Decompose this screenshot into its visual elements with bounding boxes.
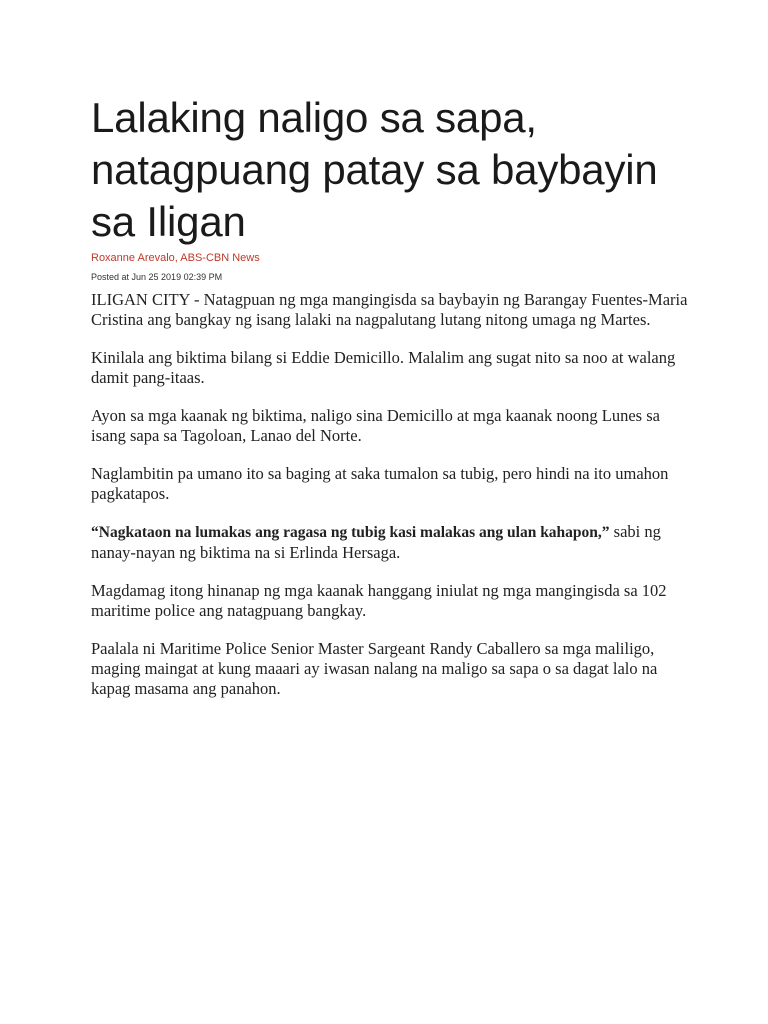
article-paragraph: Naglambitin pa umano ito sa baging at saka tumalon sa tubig, pero hindi na ito umahon pagkatapos. bbox=[91, 464, 669, 503]
article-body bbox=[91, 290, 691, 699]
article-paragraph: ILIGAN CITY - Natagpuan ng mga mangingisda sa baybayin ng Barangay Fuentes-Maria Cristina ang bangkay ng isang lalaki na nagpalutang lutang nitong umaga ng Martes. bbox=[91, 290, 688, 329]
article-quote-paragraph bbox=[91, 522, 691, 563]
article-paragraph: Ayon sa mga kaanak ng biktima, naligo sina Demicillo at mga kaanak noong Lunes sa isang sapa sa Tagoloan, Lanao del Norte. bbox=[91, 406, 660, 445]
article-byline: Roxanne Arevalo, ABS-CBN News bbox=[91, 252, 260, 264]
article-paragraph: Kinilala ang biktima bilang si Eddie Demicillo. Malalim ang sugat nito sa noo at walang damit pang-itaas. bbox=[91, 348, 676, 387]
article-headline: Lalaking naligo sa sapa, natagpuang patay sa baybayin sa Iligan bbox=[91, 94, 658, 245]
article-quote-attribution: sabi ng nanay-nayan ng biktima na si Erlinda Hersaga. bbox=[91, 522, 661, 562]
article-quote: “Nagkataon na lumakas ang ragasa ng tubig kasi malakas ang ulan kahapon,” bbox=[91, 524, 610, 541]
article bbox=[91, 92, 691, 717]
article-paragraph: Paalala ni Maritime Police Senior Master Sargeant Randy Caballero sa mga maliligo, maging maingat at kung maaari ay iwasan nalang na maligo sa sapa o sa dagat lalo na kapag masama ang panahon. bbox=[91, 639, 658, 698]
article-posted-date: Posted at Jun 25 2019 02:39 PM bbox=[91, 272, 223, 282]
article-paragraph: Magdamag itong hinanap ng mga kaanak hanggang iniulat ng mga mangingisda sa 102 maritime police ang natagpuang bangkay. bbox=[91, 581, 667, 620]
